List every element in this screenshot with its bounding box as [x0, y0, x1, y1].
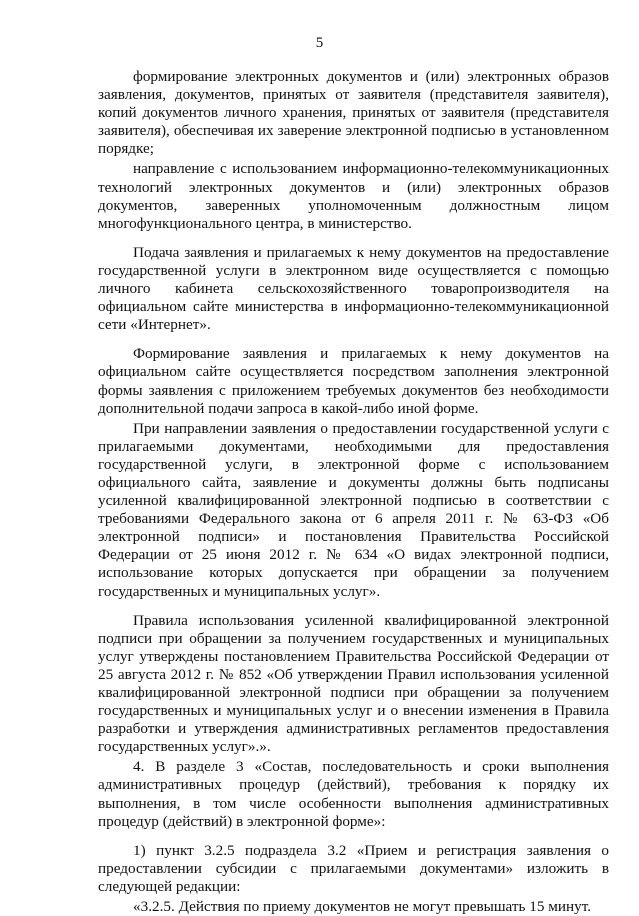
page-number: 5 [315, 35, 324, 51]
paragraph-signature-rules: Правила использования усиленной квалифицированной электронной подписи при обращении за получением государственных и муниципальных услуг утверждены постановлением Правительства Российской Федерации от 25 августа 2012 г. № 852 «Об утверждении Правил использования усиленной квалифицированной электронной подписи при обращении за получением государственных и муниципальных услуг и о внесении изменения в Правила разработки и утверждения административных регламентов предоставления государственных услуг».». [98, 611, 609, 756]
paragraph-document-sending: направление с использованием информационно-телекоммуникационных технологий электронных документов и (или) электронных образов документов, заверенных уполномоченным должностным лицом многофункционального центра, в министерство. [98, 160, 609, 232]
paragraph-item-3-2-5: 1) пункт 3.2.5 подраздела 3.2 «Прием и регистрация заявления о предоставлении субсидии с прилагаемыми документами» изложить в следующей редакции: [98, 841, 609, 895]
paragraph-section-3-amendment: 4. В разделе 3 «Состав, последовательность и сроки выполнения административных процедур (действий), требования к порядку их выполнения, в том числе особенности выполнения административных процедур (действий) в электронной форме»: [98, 758, 609, 830]
paragraph-3-2-5-text: «3.2.5. Действия по приему документов не могут превышать 15 минут. [133, 898, 592, 916]
document-body [98, 68, 609, 916]
paragraph-electronic-submission: Подача заявления и прилагаемых к нему документов на предоставление государственной услуги в электронном виде осуществляется с помощью личного кабинета сельскохозяйственного товаропроизводителя на официальном сайте министерства в информационно-телекоммуникационной сети «Интернет». [98, 243, 609, 334]
paragraph-document-formation: формирование электронных документов и (или) электронных образов заявления, документов, принятых от заявителя (представителя заявителя), копий документов личного хранения, принятых от заявителя (представителя заявителя), обеспечивая их заверение электронной подписью в установленном порядке; [98, 68, 609, 158]
paragraph-application-formation: Формирование заявления и прилагаемых к нему документов на официальном сайте осуществляется посредством заполнения электронной формы заявления с приложением требуемых документов без необходимости дополнительной подачи запроса в какой-либо иной форме. [98, 345, 609, 417]
paragraph-electronic-signature: При направлении заявления о предоставлении государственной услуги с прилагаемыми документами, необходимыми для предоставления государственной услуги, в электронной форме с использованием официального сайта, заявление и документы должны быть подписаны усиленной квалифицированной электронной подписью в соответствии с требованиями Федерального закона от 6 апреля 2011 г. № 63-ФЗ «Об электронной подписи» и постановления Правительства Российской Федерации от 25 июня 2012 г. № 634 «О видах электронной подписи, использование которых допускается при обращении за получением государственных и муниципальных услуг». [98, 419, 609, 600]
